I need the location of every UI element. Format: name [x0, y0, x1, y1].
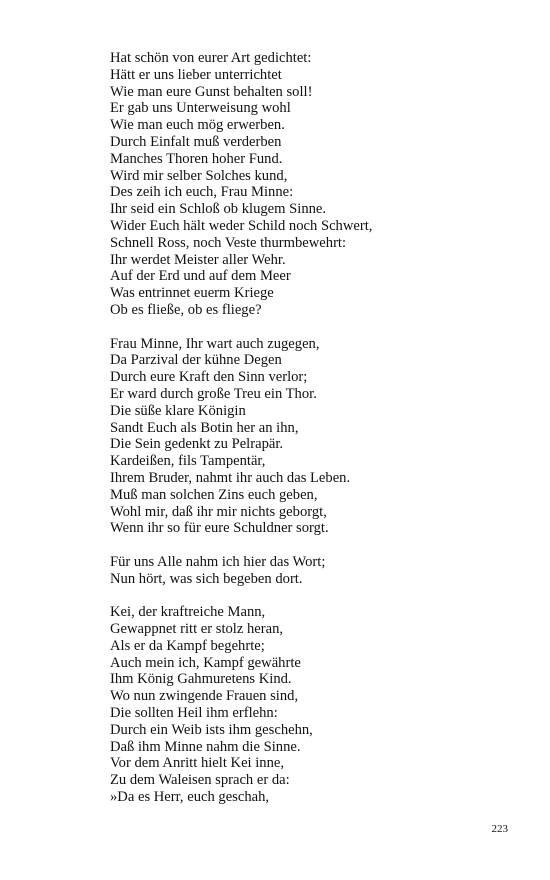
verse-line: Manches Thoren hoher Fund.	[110, 150, 283, 167]
verse-line: Durch Einfalt muß verderben	[110, 133, 282, 150]
verse-line: Kei, der kraftreiche Mann,	[110, 604, 266, 621]
verse-line: Auch mein ich, Kampf gewährte	[110, 654, 301, 671]
stanza	[110, 554, 530, 588]
verse-line: Daß ihm Minne nahm die Sinne.	[110, 738, 301, 755]
verse-line: Ihr werdet Meister aller Wehr.	[110, 251, 286, 268]
page-number: 223	[491, 823, 508, 835]
verse-line: Auf der Erd und auf dem Meer	[110, 268, 291, 285]
verse-line: Muß man solchen Zins euch geben,	[110, 486, 318, 503]
verse-line: Für uns Alle nahm ich hier das Wort;	[110, 553, 326, 570]
verse-line: Die süße klare Königin	[110, 402, 246, 419]
verse-line: Er ward durch große Treu ein Thor.	[110, 385, 317, 402]
verse-line: Was entrinnet euerm Kriege	[110, 285, 274, 302]
verse-line: Kardeißen, fils Tampentär,	[110, 453, 266, 470]
verse-line: Wie man euch mög erwerben.	[110, 117, 285, 134]
verse-line: Ob es fließe, ob es fliege?	[110, 301, 262, 318]
verse-line: Hat schön von eurer Art gedichtet:	[110, 50, 312, 66]
verse-line: Ihm König Gahmuretens Kind.	[110, 671, 292, 688]
stanza	[110, 50, 530, 319]
verse-line: Wohl mir, daß ihr mir nichts geborgt,	[110, 503, 327, 520]
stanza	[110, 336, 530, 538]
verse-line: Durch eure Kraft den Sinn verlor;	[110, 369, 308, 386]
verse-line: Als er da Kampf begehrte;	[110, 637, 265, 654]
verse-line: Wie man eure Gunst behalten soll!	[110, 83, 313, 100]
verse-line: Da Parzival der kühne Degen	[110, 352, 282, 369]
verse-line: Durch ein Weib ists ihm geschehn,	[110, 721, 313, 738]
verse-line: »Da es Herr, euch geschah,	[110, 789, 270, 806]
verse-line: Wider Euch hält weder Schild noch Schwert,	[110, 217, 373, 234]
verse-line: Er gab uns Unterweisung wohl	[110, 100, 291, 117]
verse-line: Gewappnet ritt er stolz heran,	[110, 621, 284, 638]
verse-line: Wo nun zwingende Frauen sind,	[110, 688, 299, 705]
verse-line: Vor dem Anritt hielt Kei inne,	[110, 755, 285, 772]
verse-line: Ihr seid ein Schloß ob klugem Sinne.	[110, 201, 327, 218]
verse-line: Wenn ihr so für eure Schuldner sorgt.	[110, 520, 329, 537]
verse-line: Zu dem Waleisen sprach er da:	[110, 772, 290, 789]
verse-line: Des zeih ich euch, Frau Minne:	[110, 184, 294, 201]
verse-line: Frau Minne, Ihr wart auch zugegen,	[110, 335, 320, 352]
verse-line: Die sollten Heil ihm erflehn:	[110, 705, 278, 722]
poem-text	[110, 50, 530, 823]
verse-line: Hätt er uns lieber unterrichtet	[110, 66, 282, 83]
verse-line: Ihrem Bruder, nahmt ihr auch das Leben.	[110, 469, 351, 486]
stanza	[110, 604, 530, 806]
verse-line: Schnell Ross, noch Veste thurmbewehrt:	[110, 234, 347, 251]
verse-line: Sandt Euch als Botin her an ihn,	[110, 419, 299, 436]
verse-line: Die Sein gedenkt zu Pelrapär.	[110, 436, 284, 453]
verse-line: Nun hört, was sich begeben dort.	[110, 570, 303, 587]
verse-line: Wird mir selber Solches kund,	[110, 167, 288, 184]
